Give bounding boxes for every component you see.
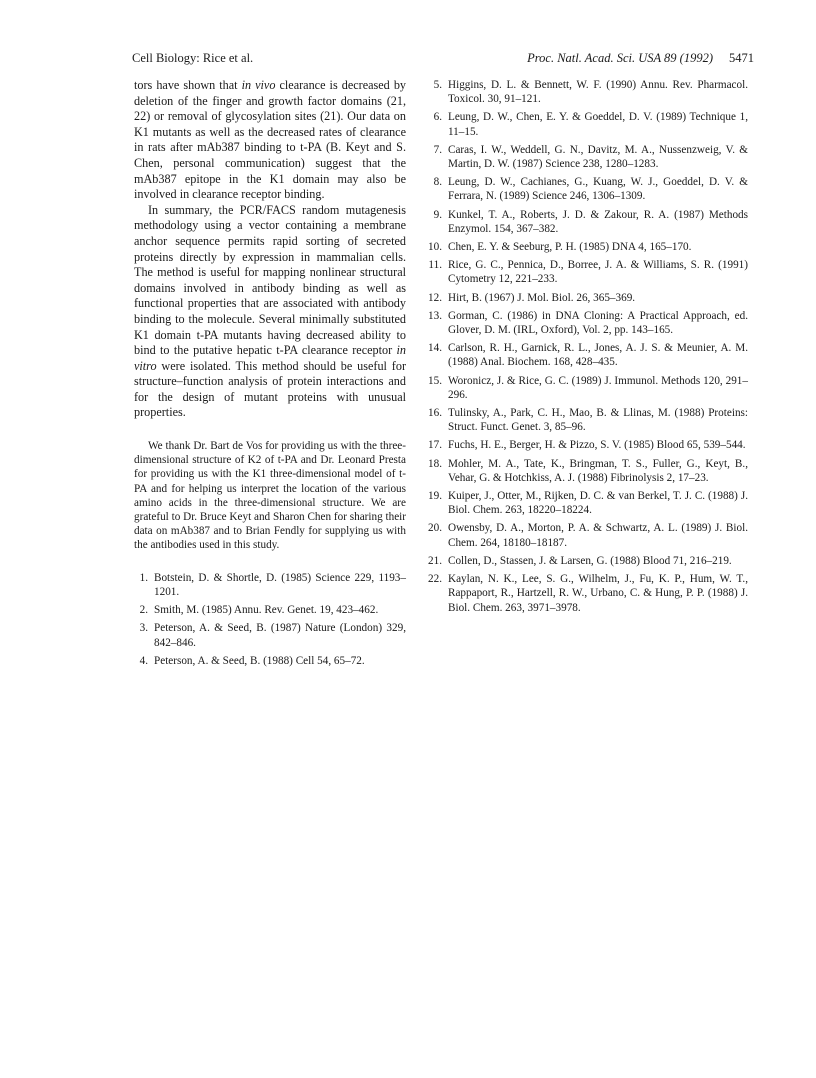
reference-item [426, 143, 748, 171]
reference-item [426, 208, 748, 236]
reference-text: Owensby, D. A., Morton, P. A. & Schwartz, A. L. (1989) J. Biol. Chem. 264, 18180–18187. [448, 522, 748, 549]
reference-item [426, 521, 748, 549]
reference-text: Caras, I. W., Weddell, G. N., Davitz, M. A., Nussenzweig, V. & Martin, D. W. (1987) Science 238, 1280–1283. [448, 143, 748, 171]
reference-item [426, 489, 748, 517]
reference-number: 11. [428, 259, 442, 272]
reference-item [426, 175, 748, 203]
reference-text: Rice, G. C., Pennica, D., Borree, J. A. & Williams, S. R. (1991) Cytometry 12, 221–233. [448, 259, 748, 286]
reference-item [134, 621, 406, 649]
reference-text: Peterson, A. & Seed, B. (1988) Cell 54, 65–72. [154, 654, 365, 667]
reference-number: 13. [428, 309, 442, 322]
reference-item [426, 110, 748, 138]
reference-item [426, 457, 748, 485]
reference-text: Gorman, C. (1986) in DNA Cloning: A Practical Approach, ed. Glover, D. M. (IRL, Oxford), Vol. 2, pp. 143–165. [448, 309, 748, 337]
reference-number: 18. [428, 457, 442, 470]
reference-text: Kaylan, N. K., Lee, S. G., Wilhelm, J., Fu, K. P., Hum, W. T., Rappaport, R., Hartzell, R. W., Urbano, C. & Hung, P. P. (1988) J. Biol. Chem. 263, 3971–3978. [448, 573, 748, 614]
reference-item [426, 309, 748, 337]
reference-item [426, 78, 748, 106]
reference-number: 16. [428, 407, 442, 420]
reference-text: Hirt, B. (1967) J. Mol. Biol. 26, 365–369. [448, 291, 636, 304]
reference-item [426, 438, 748, 452]
header-journal: Proc. Natl. Acad. Sci. USA 89 (1992) [527, 51, 713, 65]
page-number: 5471 [729, 51, 754, 65]
reference-text: Kunkel, T. A., Roberts, J. D. & Zakour, R. A. (1987) Methods Enzymol. 154, 367–382. [448, 208, 748, 235]
reference-number: 5. [433, 79, 442, 91]
reference-text: Woronicz, J. & Rice, G. C. (1989) J. Immunol. Methods 120, 291–296. [448, 374, 748, 401]
body-paragraph-summary [134, 203, 406, 421]
reference-item [426, 258, 748, 286]
reference-number: 17. [428, 439, 442, 452]
reference-text: Kuiper, J., Otter, M., Rijken, D. C. & van Berkel, T. J. C. (1988) J. Biol. Chem. 263, 18220–18224. [448, 490, 748, 517]
reference-item [134, 654, 406, 668]
header-section-author: Cell Biology: Rice et al. [132, 51, 254, 65]
reference-text: Smith, M. (1985) Annu. Rev. Genet. 19, 423–462. [154, 604, 379, 617]
reference-text: Chen, E. Y. & Seeburg, P. H. (1985) DNA 4, 165–170. [448, 241, 692, 254]
reference-number: 19. [428, 490, 442, 503]
reference-number: 10. [428, 241, 442, 254]
reference-item [426, 291, 748, 305]
reference-item [426, 240, 748, 254]
text-run: In summary, the PCR/FACS random mutagenesis methodology using a vector containing a membrane anchor sequence permits rapid sorting of secreted proteins directly by expression in mammalian cells. The method is useful for mapping nonlinear structural domains involved in antibody binding as well as functional properties that are associated with antibody binding to the molecule. Several minimally substituted K1 domain t-PA mutants having decreased ability to bind to the putative hepatic t-PA clearance receptor [134, 202, 406, 358]
reference-text: Carlson, R. H., Garnick, R. L., Jones, A. J. S. & Meunier, A. M. (1988) Anal. Biochem. 168, 428–435. [448, 342, 748, 369]
body-paragraph-clearance [134, 78, 406, 203]
reference-number: 8. [433, 176, 442, 189]
reference-number: 21. [428, 554, 442, 567]
acknowledgment: We thank Dr. Bart de Vos for providing us with the three-dimensional structure of K2 of t-PA and Dr. Leonard Presta for providing us with the K1 three-dimensional model of t-PA and for helping us interpret the location of the various amino acids in the three-dimensional structure. We are grateful to Dr. Bruce Keyt and Sharon Chen for sharing their data on mAb387 and to Brian Fendly for supplying us with the antibodies used in this study. [134, 440, 406, 552]
reference-number: 15. [428, 374, 442, 387]
reference-text: Tulinsky, A., Park, C. H., Mao, B. & Llinas, M. (1988) Proteins: Struct. Funct. Genet. 3, 85–96. [448, 407, 748, 434]
reference-item [134, 571, 406, 599]
reference-number: 3. [139, 622, 148, 635]
text-run: clearance is decreased by deletion of the finger and growth factor domains (21, 22) or removal of glycosylation sites (21). Our data on K1 mutants as well as the decreased rates of clearance in rats after mAb387 binding to t-PA (B. Keyt and S. Chen, personal communication) suggest that the mAb387 epitope in the K1 domain may also be involved in clearance receptor binding. [134, 78, 407, 202]
reference-number: 20. [428, 522, 442, 535]
reference-number: 22. [428, 573, 442, 586]
reference-item [134, 603, 406, 617]
reference-number: 2. [139, 604, 148, 617]
reference-number: 12. [428, 291, 442, 304]
text-run: were isolated. This method should be useful for structure–function analysis of protein interactions and for the design of mutant proteins with unusual properties. [134, 358, 406, 420]
reference-item [426, 572, 748, 615]
reference-text: Fuchs, H. E., Berger, H. & Pizzo, S. V. (1985) Blood 65, 539–544. [448, 439, 746, 452]
reference-text: Botstein, D. & Shortle, D. (1985) Science 229, 1193–1201. [154, 571, 406, 598]
running-header [132, 51, 754, 69]
reference-number: 9. [433, 208, 442, 221]
header-journal-page [527, 51, 754, 66]
text-run: tors have shown that [134, 78, 242, 92]
reference-list-left [134, 571, 406, 668]
reference-text: Peterson, A. & Seed, B. (1987) Nature (London) 329, 842–846. [154, 622, 406, 649]
reference-number: 6. [433, 111, 442, 124]
italic-run: in vitro [134, 343, 406, 373]
reference-number: 1. [139, 571, 148, 584]
italic-run: in vivo [241, 78, 276, 92]
reference-text: Leung, D. W., Cachianes, G., Kuang, W. J., Goeddel, D. V. & Ferrara, N. (1989) Science 246, 1306–1309. [448, 176, 748, 203]
reference-text: Mohler, M. A., Tate, K., Bringman, T. S., Fuller, G., Keyt, B., Vehar, G. & Hotchkiss, A. J. (1988) Fibrinolysis 2, 17–23. [448, 457, 748, 484]
reference-number: 14. [428, 342, 442, 355]
right-column [426, 78, 748, 619]
reference-text: Collen, D., Stassen, J. & Larsen, G. (1988) Blood 71, 216–219. [448, 554, 732, 567]
reference-item [426, 341, 748, 369]
reference-number: 7. [433, 143, 442, 156]
reference-text: Leung, D. W., Chen, E. Y. & Goeddel, D. V. (1989) Technique 1, 11–15. [448, 111, 748, 138]
reference-text: Higgins, D. L. & Bennett, W. F. (1990) Annu. Rev. Pharmacol. Toxicol. 30, 91–121. [448, 79, 748, 106]
left-column [134, 78, 406, 672]
reference-list-right [426, 78, 748, 615]
reference-item [426, 554, 748, 568]
reference-item [426, 374, 748, 402]
reference-item [426, 406, 748, 434]
reference-number: 4. [139, 654, 148, 667]
